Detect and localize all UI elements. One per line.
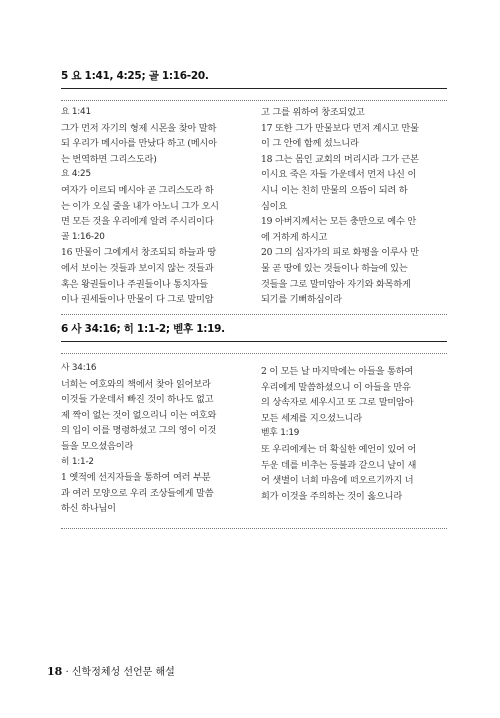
section-top-rule [61,88,447,89]
scripture-reference: 요 1:41 [61,107,91,117]
verse-line: 2 이 모든 날 마지막에는 아들을 통하여 [261,366,414,377]
footer-separator: · [65,667,69,678]
verse-line: 두운 데를 비추는 등불과 같으니 날이 새 [261,459,417,471]
section-bottom-dotted-rule [61,528,447,529]
verse-line: 들을 모으셨음이라 [61,440,134,452]
verse-line: 그가 먼저 자기의 형제 시몬을 찾아 말하 [61,122,217,134]
verse-line: 의 입이 이를 명령하셨고 그의 영이 이것 [61,425,217,437]
scripture-reference: 골 1:16-20 [61,231,105,242]
verse-line: 이나 권세들이나 만물이 다 그로 말미암 [61,294,214,306]
section-heading: 5 요 1:41, 4:25; 골 1:16-20. [61,70,209,82]
scripture-reference: 요 4:25 [61,169,91,180]
scripture-reference: 사 34:16 [61,363,97,373]
right-column [261,105,447,308]
section-columns [61,361,447,517]
verse-line: 는 이가 오실 줄을 내가 아노니 그가 오시 [61,200,219,212]
verse-line: 18 그는 몸인 교회의 머리시라 그가 근본 [261,153,419,165]
verse-line: 17 또한 그가 만물보다 먼저 계시고 만물 [261,122,419,134]
verse-line: 이것들 가운데서 빠진 것이 하나도 없고 [61,394,214,406]
verse-line: 면 모든 것을 우리에게 알려 주시리이다 [61,216,214,228]
verse-line: 혹은 왕권들이나 주권들이나 통치자들 [61,278,208,290]
section-6 [61,320,447,529]
book-title: 신학정체성 선언문 해설 [71,667,175,678]
section-bottom-dotted-rule [61,314,447,315]
verse-line: 이 그 안에 함께 섰느니라 [261,138,359,150]
verse-line: 16 만물이 그에게서 창조되되 하늘과 땅 [61,247,217,259]
verse-line: 되기를 기뻐하심이라 [261,294,342,306]
verse-line: 과 여러 모양으로 우리 조상들에게 말씀 [61,487,214,499]
verse-line: 희가 이것을 주의하는 것이 옳으니라 [261,490,403,502]
verse-line: 의 상속자로 세우시고 또 그로 말미암아 [261,397,414,409]
verse-line: 에서 보이는 것들과 보이지 않는 것들과 [61,262,214,274]
verse-line: 심이요 [261,200,288,212]
verse-line: 20 그의 십자가의 피로 화평을 이루사 만 [261,247,419,259]
verse-line: 되 우리가 메시아를 만났다 하고 (메시아 [61,138,217,150]
verse-line: 것들을 그로 말미암아 자기와 화목하게 [261,278,411,290]
verse-line: 제 짝이 없는 것이 없으리니 이는 여호와 [61,409,217,421]
scripture-reference: 벧후 1:19 [261,428,300,439]
verse-line: 어 샛별이 너희 마음에 떠오르기까지 너 [261,475,414,487]
section-top-dotted-rule [61,353,447,354]
verse-line: 또 우리에게는 더 확실한 예언이 있어 어 [261,443,417,455]
left-column [61,105,247,308]
verse-line: 여자가 이르되 메시야 곧 그리스도라 하 [61,184,214,196]
verse-line: 1 옛적에 선지자들을 통하여 여러 부분 [61,472,211,484]
page-footer [47,663,175,678]
verse-line: 물 곧 땅에 있는 것들이나 하늘에 있는 [261,262,408,274]
section-5 [61,67,447,315]
verse-line: 모든 세계를 지으셨느니라 [261,412,362,424]
section-heading: 6 사 34:16; 히 1:1-2; 벧후 1:19. [61,323,225,335]
verse-line: 에 거하게 하시고 [261,231,328,243]
verse-line: 고 그를 위하여 창조되었고 [261,107,365,118]
verse-line: 이시요 죽은 자들 가운데서 먼저 나신 이 [261,169,417,181]
page-number: 18 [47,665,63,678]
right-column [261,361,447,517]
scripture-reference: 히 1:1-2 [61,456,94,467]
verse-line: 하신 하나님이 [61,503,116,515]
verse-line: 는 번역하면 그리스도라) [61,153,157,165]
section-columns [61,105,447,308]
section-top-rule [61,341,447,342]
section-top-dotted-rule [61,100,447,101]
verse-line: 너희는 여호와의 책에서 찾아 읽어보라 [61,378,211,390]
verse-line: 19 아버지께서는 모든 충만으로 예수 안 [261,216,417,228]
left-column [61,361,247,517]
verse-line: 시니 이는 친히 만물의 으뜸이 되려 하 [261,184,408,196]
verse-line: 우리에게 말씀하셨으니 이 아들을 만유 [261,381,411,393]
